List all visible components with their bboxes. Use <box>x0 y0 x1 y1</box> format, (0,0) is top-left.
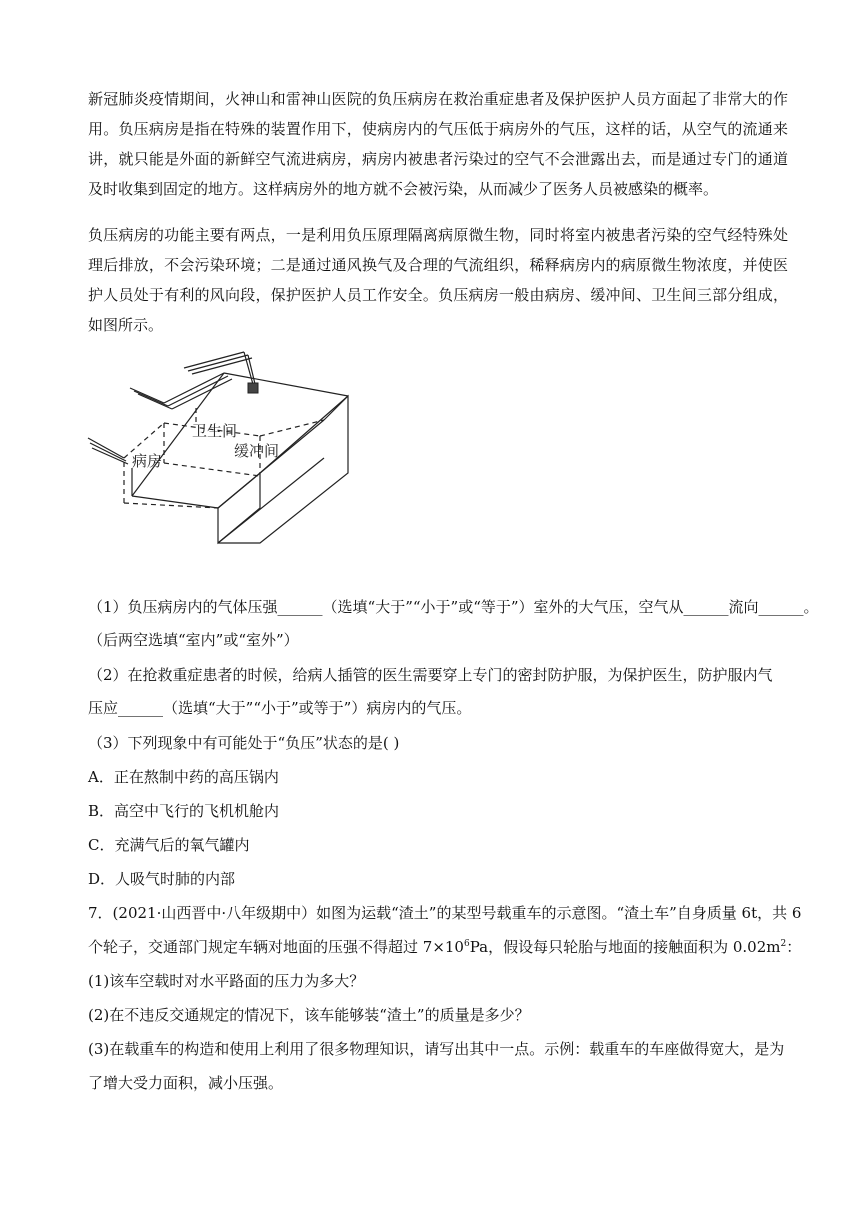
option-c: C．充满气后的氧气罐内 <box>88 836 250 854</box>
problem-7-sub-1: (1)该车空载时对水平路面的压力为多大？ <box>88 972 365 990</box>
exhaust-unit-icon <box>248 383 258 393</box>
intro-paragraph-2: 负压病房的功能主要有两点，一是利用负压原理隔离病原微生物，同时将室内被患者污染的空气经特殊处理后排放，不会污染环境；二是通过通风换气及合理的气流组织，稀释病房内的病原微生物浓度，并使医护人员处于有利的风向段，保护医护人员工作安全。负压病房一般由病房、缓冲间、卫生间三部分组成，如图所示。 <box>88 226 788 334</box>
label-bathroom: 卫生间 <box>192 422 238 440</box>
problem-7-sub-2: (2)在不违反交通规定的情况下，该车能够装“渣土”的质量是多少？ <box>88 1006 530 1024</box>
option-b: B．高空中飞行的飞机机舱内 <box>88 802 280 820</box>
question-1-line-2: （后两空选填“室内”或“室外”） <box>88 631 299 649</box>
label-ward: 病房 <box>132 452 163 470</box>
negative-pressure-ward-diagram <box>84 348 364 548</box>
question-2-line-1: （2）在抢救重症患者的时候，给病人插管的医生需要穿上专门的密封防护服，为保护医生，防护服内气 <box>88 666 773 684</box>
option-d: D．人吸气时肺的内部 <box>88 870 236 888</box>
option-a: A．正在熬制中药的高压锅内 <box>88 768 279 786</box>
question-1-line-1: （1）负压病房内的气体压强______（选填“大于”“小于”或“等于”）室外的大气压，空气从______流向______。 <box>88 598 819 616</box>
problem-7-sub-3-line-2: 了增大受力面积，减小压强。 <box>88 1074 284 1092</box>
problem-7-line-2: 个轮子，交通部门规定车辆对地面的压强不得超过 $7\times 10^6Pa$，假设每只轮胎与地面的接触面积为 $0.02m^2$： <box>88 938 802 956</box>
intro-paragraph-1: 新冠肺炎疫情期间，火神山和雷神山医院的负压病房在救治重症患者及保护医护人员方面起了非常大的作用。负压病房是指在特殊的装置作用下，使病房内的气压低于病房外的气压，这样的话，从空气的流通来讲，就只能是外面的新鲜空气流进病房，病房内被患者污染过的空气不会泄露出去，而是通过专门的通道及时收集到固定的地方。这样病房外的地方就不会被污染，从而减少了医务人员被感染的概率。 <box>88 90 788 198</box>
label-buffer-room: 缓冲间 <box>234 442 280 460</box>
question-2-line-2: 压应______（选填“大于”“小于”或等于”）病房内的气压。 <box>88 699 472 717</box>
problem-7-sub-3-line-1: (3)在载重车的构造和使用上利用了很多物理知识，请写出其中一点。示例：载重车的车座做得宽大，是为 <box>88 1040 785 1058</box>
question-3: （3）下列现象中有可能处于“负压”状态的是( ) <box>88 734 400 752</box>
problem-7-line-1: 7．(2021·山西晋中·八年级期中）如图为运载“渣土”的某型号载重车的示意图。“渣土车”自身质量 6t，共 6 <box>88 904 802 922</box>
